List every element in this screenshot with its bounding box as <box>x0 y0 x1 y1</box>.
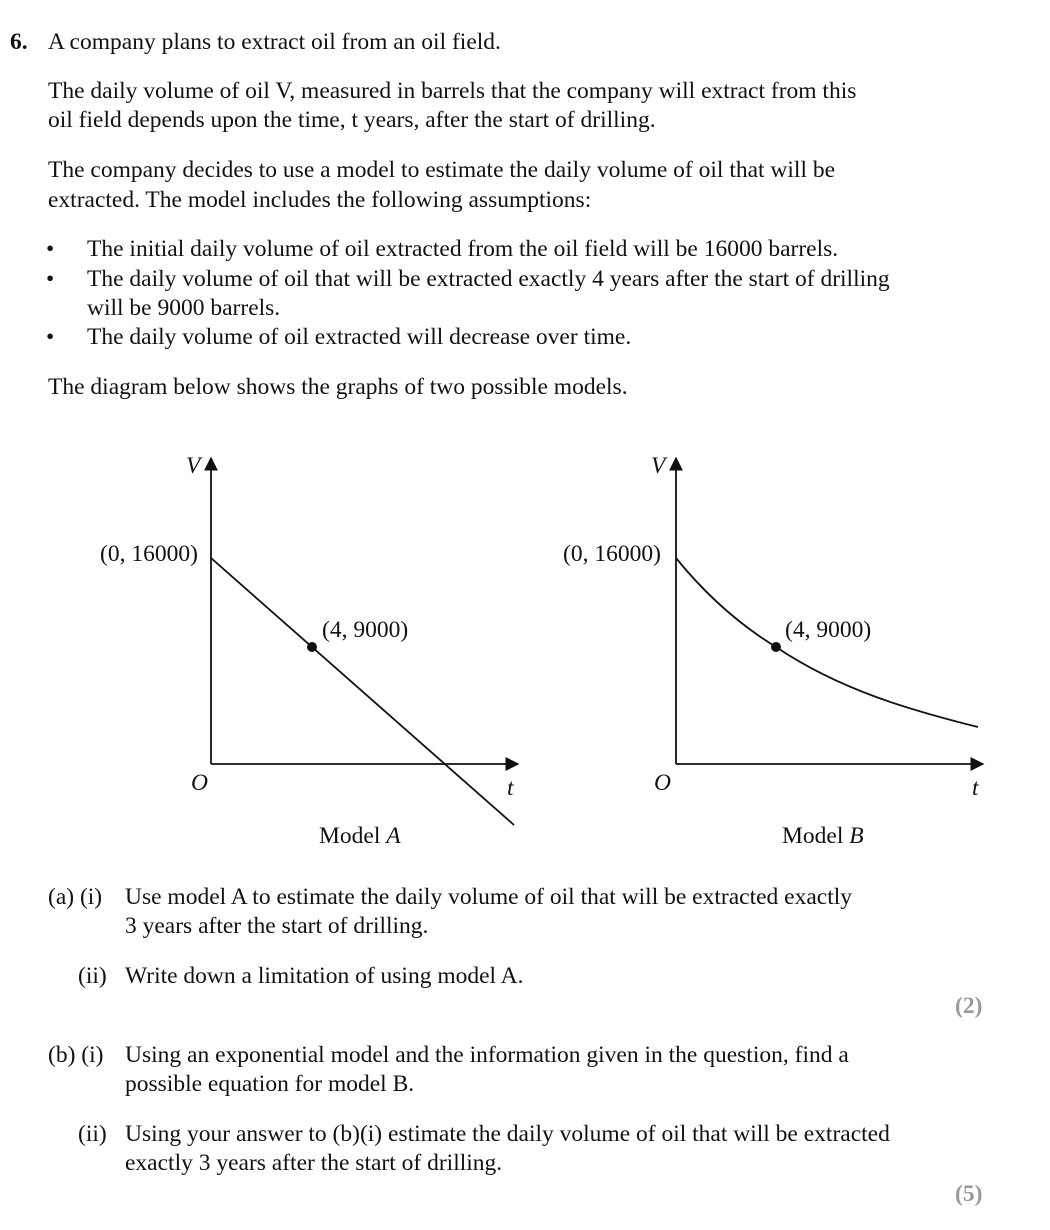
model-b-point <box>771 642 781 652</box>
para1-line2: oil field depends upon the time, t years, after the start of drilling. <box>48 107 656 133</box>
model-b-origin-label: O <box>654 770 671 796</box>
bullet-1: The initial daily volume of oil extracted from the oil field will be 16000 barrels. <box>87 236 839 262</box>
model-b-graph <box>563 453 983 849</box>
part-b-ii-line2: exactly 3 years after the start of drilling. <box>125 1150 503 1176</box>
bullet-2-line2: will be 9000 barrels. <box>87 295 281 321</box>
part-b-i-line2: possible equation for model B. <box>125 1071 415 1097</box>
part-a-marks: (2) <box>955 993 983 1019</box>
bullet-3: The daily volume of oil extracted will decrease over time. <box>87 324 632 350</box>
bullet-mark: • <box>46 324 55 350</box>
part-a-ii-text: Write down a limitation of using model A. <box>125 963 524 989</box>
part-a-label: (a) (i) <box>48 884 103 910</box>
bullet-2-line1: The daily volume of oil that will be extracted exactly 4 years after the start of drilling <box>87 266 890 292</box>
diagram-intro: The diagram below shows the graphs of two possible models. <box>48 374 628 400</box>
para2-line1: The company decides to use a model to estimate the daily volume of oil that will be <box>48 157 836 183</box>
model-a-graph <box>100 453 518 849</box>
model-a-origin-label: O <box>191 770 208 796</box>
question-number: 6. <box>10 29 28 55</box>
part-b-ii-label: (ii) <box>78 1121 107 1147</box>
part-a-i-line1: Use model A to estimate the daily volume of oil that will be extracted exactly <box>125 884 852 910</box>
model-a-x-label: t <box>507 775 514 801</box>
model-a-intercept-label: (0, 16000) <box>100 541 198 567</box>
model-a-line <box>211 558 514 825</box>
model-a-y-label: V <box>186 453 201 479</box>
question-intro: A company plans to extract oil from an oil field. <box>48 29 501 55</box>
part-b-i-line1: Using an exponential model and the information given in the question, find a <box>125 1042 849 1068</box>
model-b-caption: Model B <box>782 823 864 849</box>
model-a-point-label: (4, 9000) <box>322 617 409 643</box>
model-b-x-label: t <box>972 775 979 801</box>
part-a-i-line2: 3 years after the start of drilling. <box>125 913 429 939</box>
model-a-point <box>307 642 317 652</box>
para2-line2: extracted. The model includes the following assumptions: <box>48 187 592 213</box>
part-b-ii-line1: Using your answer to (b)(i) estimate the daily volume of oil that will be extracted <box>125 1121 890 1147</box>
para1-line1: The daily volume of oil V, measured in barrels that the company will extract from this <box>48 78 857 104</box>
bullet-mark: • <box>46 236 55 262</box>
model-b-point-label: (4, 9000) <box>785 617 872 643</box>
model-b-y-label: V <box>651 453 666 479</box>
part-b-marks: (5) <box>955 1181 983 1207</box>
part-b-label: (b) (i) <box>48 1042 104 1068</box>
bullet-mark: • <box>46 266 55 292</box>
model-a-caption: Model A <box>319 823 401 849</box>
part-a-ii-label: (ii) <box>78 963 107 989</box>
model-b-intercept-label: (0, 16000) <box>563 541 661 567</box>
